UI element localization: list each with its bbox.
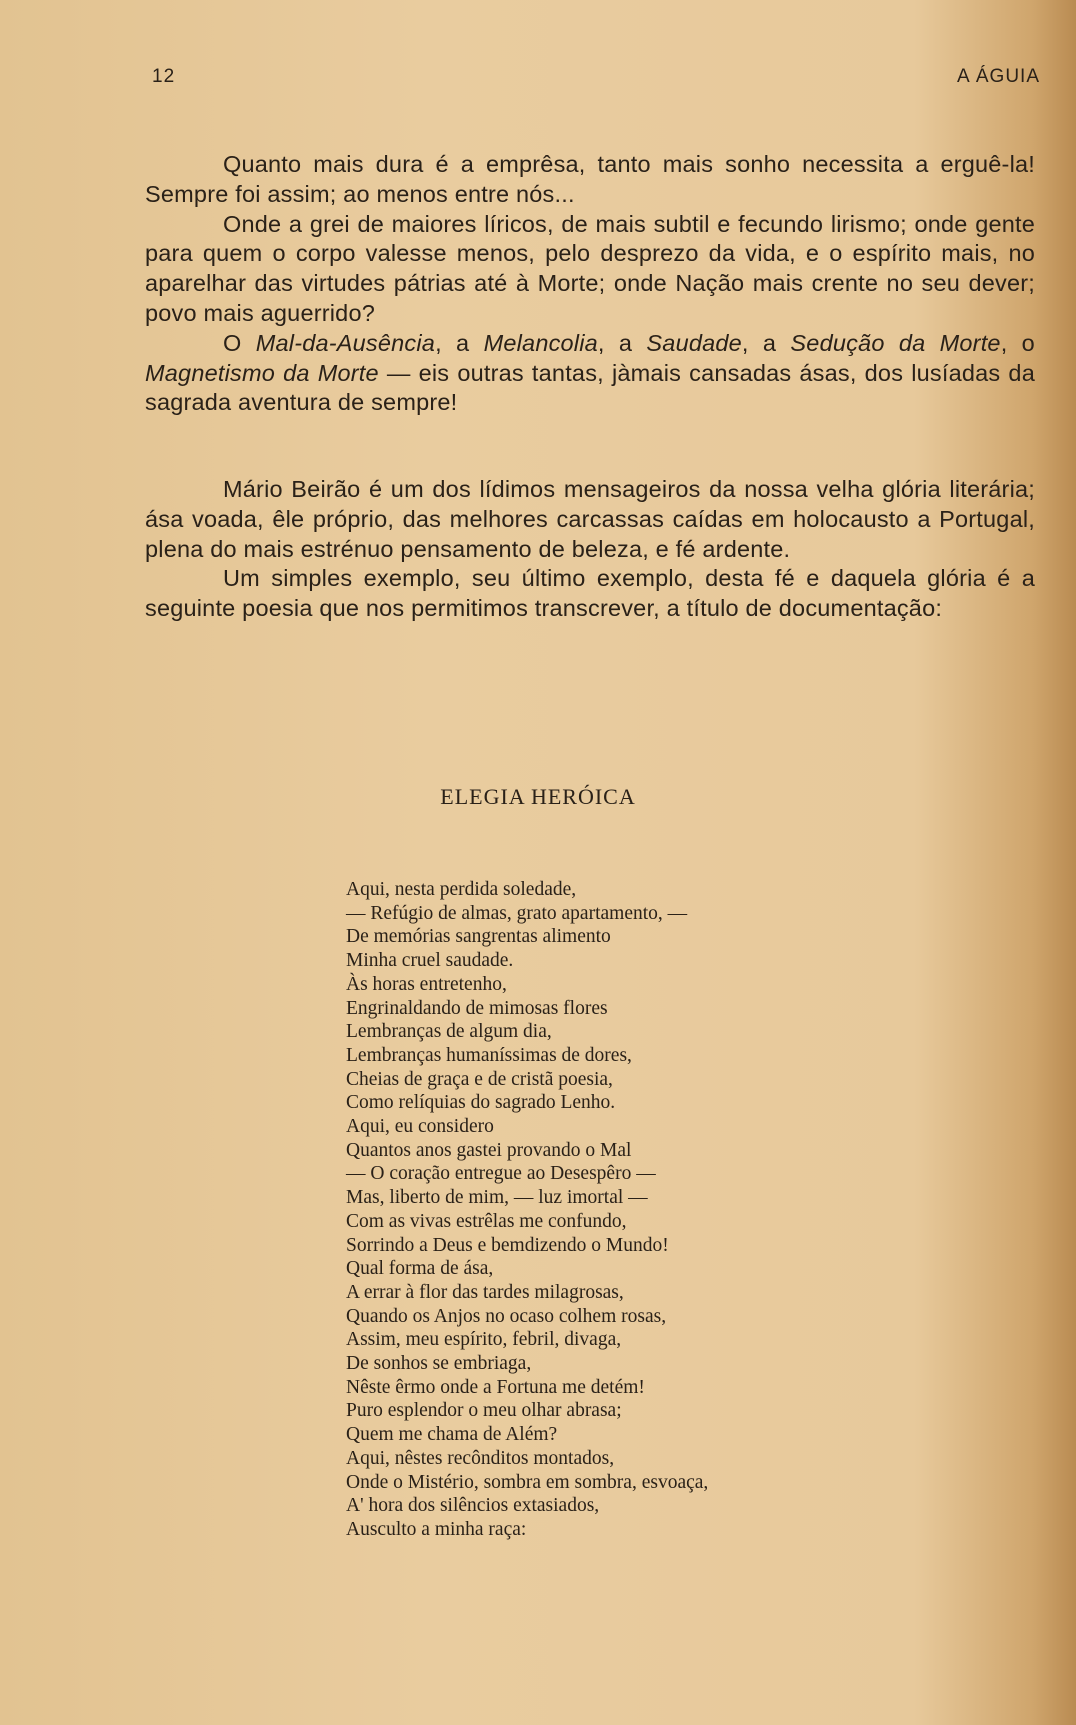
paragraph-4: Mário Beirão é um dos lídimos mensageiros da nossa velha glória literária; ása voada, êle próprio, das melhores carcassas caídas em holocausto a Portugal, plena do mais estrénuo pensamento de beleza, e fé ardente. [145,476,1035,562]
poem-line: Aqui, eu considero [346,1116,494,1138]
poem-line: Onde o Mistério, sombra em sombra, esvoaça, [346,1471,709,1493]
poem-title: ELEGIA HERÓICA [440,784,636,809]
text-run: — eis outras tantas, jàmais cansadas ásas, dos lusíadas da sagrada aventura de sempre! [145,359,1035,416]
poem-line: Cheias de graça e de cristã poesia, [346,1068,613,1090]
poem-line: Quem me chama de Além? [346,1424,558,1446]
poem-line: Quando os Anjos no ocaso colhem rosas, [346,1305,667,1327]
paragraph-2: Onde a grei de maiores líricos, de mais subtil e fecundo lirismo; onde gente para quem o corpo valesse menos, pelo desprezo da vida, e o espírito mais, no aparelhar das virtudes pátrias até à Morte; onde Nação mais crente no seu dever; povo mais aguerrido? [145,210,1035,326]
paragraph-5: Um simples exemplo, seu último exemplo, desta fé e daquela glória é a seguinte poesia que nos permitimos transcrever, a título de documentação: [145,565,1035,622]
poem-line: Com as vivas estrêlas me confundo, [346,1210,627,1232]
text-run: O [223,329,256,356]
poem-line: Sorrindo a Deus e bemdizendo o Mundo! [346,1234,669,1256]
italic-term: Mal-da-Ausência [255,329,436,356]
text-run: , o [1000,329,1035,356]
poem-line: Quantos anos gastei provando o Mal [346,1139,632,1161]
italic-term: Melancolia [483,329,598,356]
poem-line: A' hora dos silêncios extasiados, [346,1495,600,1517]
paragraph-1: Quanto mais dura é a emprêsa, tanto mais sonho necessita a erguê-la! Sempre foi assim; ao menos entre nós... [145,151,1035,207]
page-number: 12 [152,66,176,87]
running-head [152,66,1040,92]
paragraph-3 [145,329,1035,418]
poem-line: Lembranças humaníssimas de dores, [346,1044,632,1066]
poem-line: Qual forma de ása, [346,1258,494,1280]
text-run: , a [435,329,484,356]
poem-line: Minha cruel saudade. [346,950,514,972]
poem-line: Como relíquias do sagrado Lenho. [346,1092,616,1114]
poem-line: De memórias sangrentas alimento [346,926,611,948]
poem-line: — Refúgio de almas, grato apartamento, — [346,902,688,924]
italic-term: Magnetismo da Morte [145,359,379,386]
poem-line: Assim, meu espírito, febril, divaga, [346,1329,622,1351]
text-run: , a [597,329,647,356]
journal-title: A ÁGUIA [956,66,1040,87]
poem-line: A errar à flor das tardes milagrosas, [346,1281,624,1303]
poem-line: Aqui, nêstes recônditos montados, [346,1447,615,1469]
poem-line: Puro esplendor o meu olhar abrasa; [346,1400,622,1422]
poem-line: — O coração entregue ao Desespêro — [346,1163,656,1185]
poem-line: De sonhos se embriaga, [346,1353,532,1375]
poem-line: Aqui, nesta perdida soledade, [346,879,577,900]
poem-line: Mas, liberto de mim, — luz imortal — [346,1187,648,1209]
poem-line: Lembranças de algum dia, [346,1021,552,1043]
poem-line: Engrinaldando de mimosas flores [346,997,608,1019]
poem-body [346,878,846,1542]
poem-line: Ausculto a minha raça: [346,1518,527,1540]
italic-term: Saudade [646,329,742,356]
intro-section [145,150,1035,418]
italic-term: Sedução da Morte [790,329,1001,356]
poem-line: Às horas entretenho, [346,973,507,995]
poem-line: Nêste êrmo onde a Fortuna me detém! [346,1376,645,1398]
author-section [145,475,1035,624]
text-run: , a [741,329,791,356]
